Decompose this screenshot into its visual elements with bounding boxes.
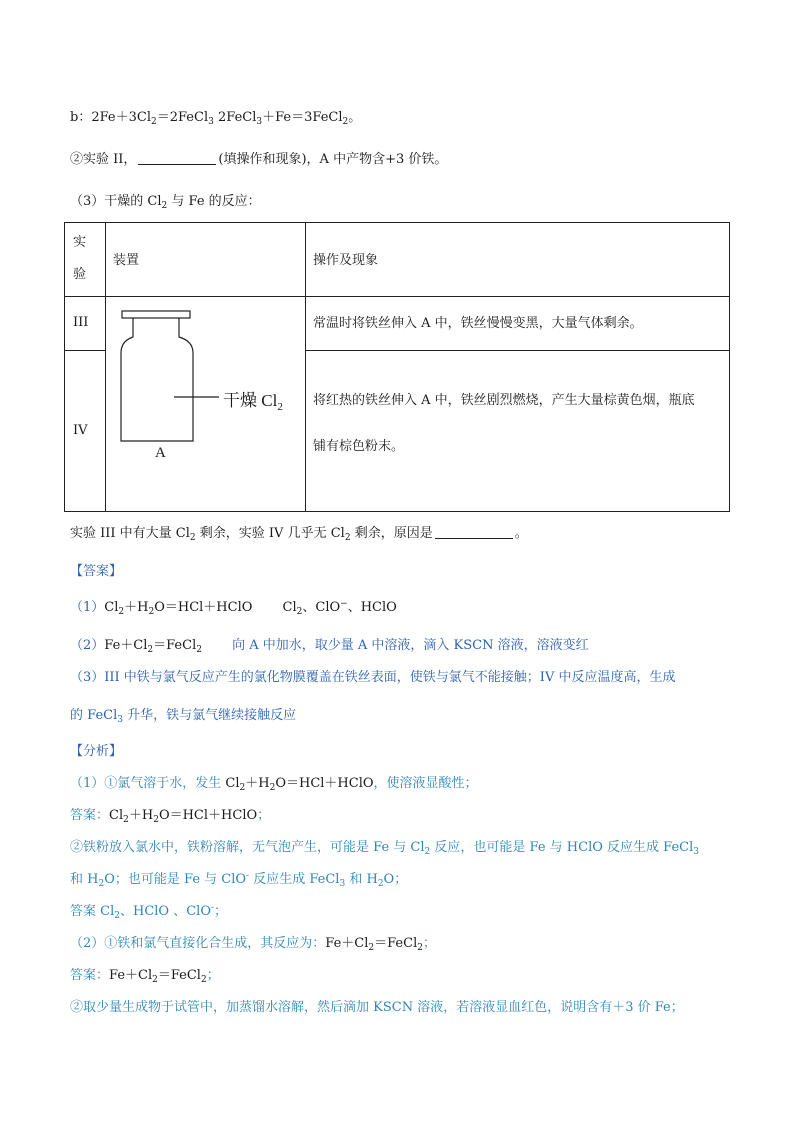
line-b-prefix: b： [70,110,92,125]
analysis-7: ②取少量生成物于试管中，加蒸馏水溶解，然后滴加 KSCN 溶液，若溶液显血红色，说明含有＋3 价 Fe； [70,1000,684,1015]
bottle-body [121,318,193,441]
answer-3-line1: （3）III 中铁与氯气反应产生的氯化物膜覆盖在铁丝表面，使铁与氯气不能接触；IV 中反应温度高，生成 [70,670,676,685]
analysis-3-line2: 和 $H_2O$；也可能是 Fe 与 ClO- 反应生成 FeCl$_3$ 和 $H_2O$； [70,871,408,889]
analysis-header: 【分析】 [70,744,123,759]
experiment-ii-line: ②实验 II， (填操作和现象)，A 中产物含+3 价铁。 [70,152,448,167]
analysis-5: （2）①铁和氯气直接化合生成，其反应为：$Fe+Cl_2=FeCl_2$； [70,936,436,953]
row-iii-text: 常温时将铁丝伸入 A 中，铁丝慢慢变黑，大量气体剩余。 [313,316,643,331]
answer-1: $(1)Cl_2+H_2O=HCl+HClO$ $Cl_2$、ClO−、HClO [70,599,397,617]
answer-3-line2: 的 FeCl$_3$ 升华，铁与氯气继续接触反应 [70,708,297,725]
table-col-divider [305,223,306,511]
experiment-table [64,222,730,512]
analysis-4: 答案 $Cl_2$、HClO 、ClO-； [70,903,228,921]
header-col1-line1: 实 [73,235,87,250]
section-3-title: （3）干燥的 $Cl_2$ 与 Fe 的反应： [70,194,261,211]
answer-header: 【答案】 [70,564,123,579]
answer-blank [435,524,513,539]
bottle-stopper [122,311,190,318]
equation-line-b: b：$2Fe+3Cl_2=2FeCl_3$ 2FeCl$_3$＋Fe＝3FeCl$_2$。 [70,110,362,127]
analysis-2: 答案：$Cl_2+H_2O=HCl+HClO$； [70,808,271,825]
header-col2: 装置 [113,253,140,268]
row-iii-label: III [73,315,89,330]
header-col1-line2: 验 [73,267,87,282]
table-row-divider [65,350,105,351]
analysis-1: （1）①氯气溶于水，发生 $Cl_2+H_2O=HCl+HClO$，使溶液显酸性； [70,776,478,793]
table-row-divider [65,296,729,297]
vessel-label: A [155,445,166,461]
answer-2: $(2)Fe+Cl_2=FeCl_2$ 向 A 中加水，取少量 A 中溶液，滴入 KSCN 溶液，溶液变红 [70,638,589,655]
row-iv-text-line1: 将红热的铁丝伸入 A 中，铁丝剧烈燃烧，产生大量棕黄色烟，瓶底 [313,393,695,408]
header-col3: 操作及现象 [313,253,379,268]
table-col-divider [105,223,106,511]
question-line: 实验 III 中有大量 $Cl_2$ 剩余，实验 IV 几乎无 $Cl_2$ 剩余，原因是 。 [70,526,528,543]
analysis-3-line1: ②铁粉放入氯水中，铁粉溶解，无气泡产生，可能是 Fe 与 $Cl_2$ 反应，也可能是 Fe 与 HClO 反应生成 FeCl$_3$ [70,840,699,857]
row-iv-text-line2: 铺有棕色粉末。 [313,439,405,454]
answer-blank [138,150,216,165]
table-row-divider [305,350,729,351]
gas-label: 干燥 $Cl_2$ [223,391,283,413]
row-iv-label: IV [73,423,88,438]
analysis-6: 答案：$Fe+Cl_2=FeCl_2$； [70,968,220,985]
